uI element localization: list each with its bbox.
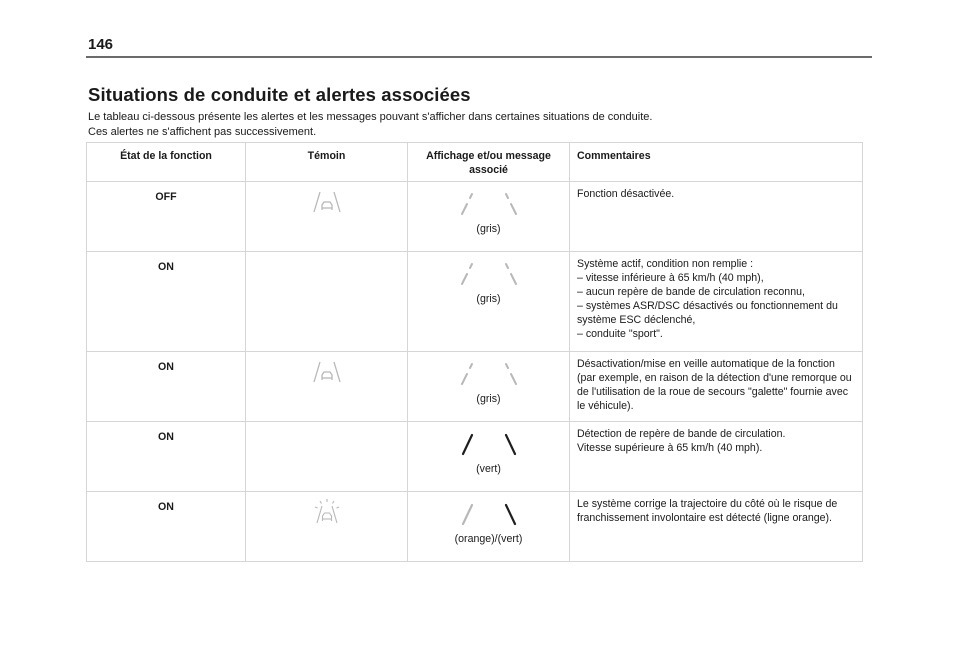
display-caption: (gris) [476, 393, 501, 405]
display-cell [408, 422, 570, 492]
comment-line: – aucun repère de bande de circulation reconnu, [577, 286, 805, 298]
table-row [87, 252, 863, 352]
state-cell: OFF [87, 182, 246, 252]
header-rule [86, 56, 872, 58]
table-header-row [87, 143, 863, 182]
display-caption: (orange)/(vert) [454, 533, 523, 545]
indicator-cell [246, 492, 408, 562]
comment-line: Détection de repère de bande de circulation. [577, 428, 786, 440]
comment-cell [570, 422, 863, 492]
display-cell [408, 352, 570, 422]
comment-line: – systèmes ASR/DSC désactivés ou fonctionnement du [577, 300, 838, 312]
header-indicator: Témoin [246, 143, 408, 182]
comment-line: Système actif, condition non remplie : [577, 258, 754, 270]
state-cell: ON [87, 422, 246, 492]
comment-line: de l'utilisation de la roue de secours "galette" fournie avec [577, 386, 849, 398]
display-caption: (gris) [476, 223, 501, 235]
table-row [87, 182, 863, 252]
display-cell [408, 182, 570, 252]
lane-keep-warning-icon [311, 188, 343, 216]
page-number: 146 [88, 36, 114, 53]
indicator-cell [246, 252, 408, 352]
table-row [87, 422, 863, 492]
header-display: Affichage et/ou message associé [408, 143, 570, 182]
lane-lines-green-icon [459, 432, 519, 458]
intro-text [88, 110, 868, 139]
intro-line: Ces alertes ne s'affichent pas successivement. [88, 125, 317, 138]
indicator-cell [246, 182, 408, 252]
comment-line: – conduite "sport". [577, 328, 663, 340]
header-state: État de la fonction [87, 143, 246, 182]
lane-keep-warning-icon [311, 358, 343, 386]
comment-line: Désactivation/mise en veille automatique de la fonction [577, 358, 835, 370]
indicator-cell [246, 422, 408, 492]
alerts-table [86, 142, 863, 562]
comment-line: système ESC déclenché, [577, 314, 696, 326]
display-cell [408, 252, 570, 352]
table-row [87, 492, 863, 562]
state-cell: ON [87, 252, 246, 352]
state-cell: ON [87, 352, 246, 422]
lane-lines-orange-green-icon [459, 502, 519, 528]
comment-line: (par exemple, en raison de la détection d'une remorque ou [577, 372, 852, 384]
comment-line: franchissement involontaire est détecté (ligne orange). [577, 512, 832, 524]
display-caption: (vert) [476, 463, 501, 475]
indicator-cell [246, 352, 408, 422]
lane-lines-grey-icon [459, 362, 519, 388]
comment-cell [570, 492, 863, 562]
header-comments: Commentaires [570, 143, 863, 182]
display-caption: (gris) [476, 293, 501, 305]
comment-cell [570, 352, 863, 422]
comment-cell [570, 252, 863, 352]
comment-line: Vitesse supérieure à 65 km/h (40 mph). [577, 442, 763, 454]
comment-line: – vitesse inférieure à 65 km/h (40 mph), [577, 272, 764, 284]
table-row [87, 352, 863, 422]
intro-line: Le tableau ci-dessous présente les alertes et les messages pouvant s'afficher dans certaines situations de conduite. [88, 111, 653, 123]
comment-cell [570, 182, 863, 252]
lane-keep-flashing-icon [311, 498, 343, 526]
lane-lines-grey-icon [459, 262, 519, 288]
comment-line: Fonction désactivée. [577, 188, 675, 200]
comment-line: Le système corrige la trajectoire du côté où le risque de [577, 498, 838, 510]
display-cell [408, 492, 570, 562]
lane-lines-grey-icon [459, 192, 519, 218]
section-heading: Situations de conduite et alertes associées [88, 84, 471, 105]
state-cell: ON [87, 492, 246, 562]
comment-line: le véhicule). [577, 400, 634, 412]
